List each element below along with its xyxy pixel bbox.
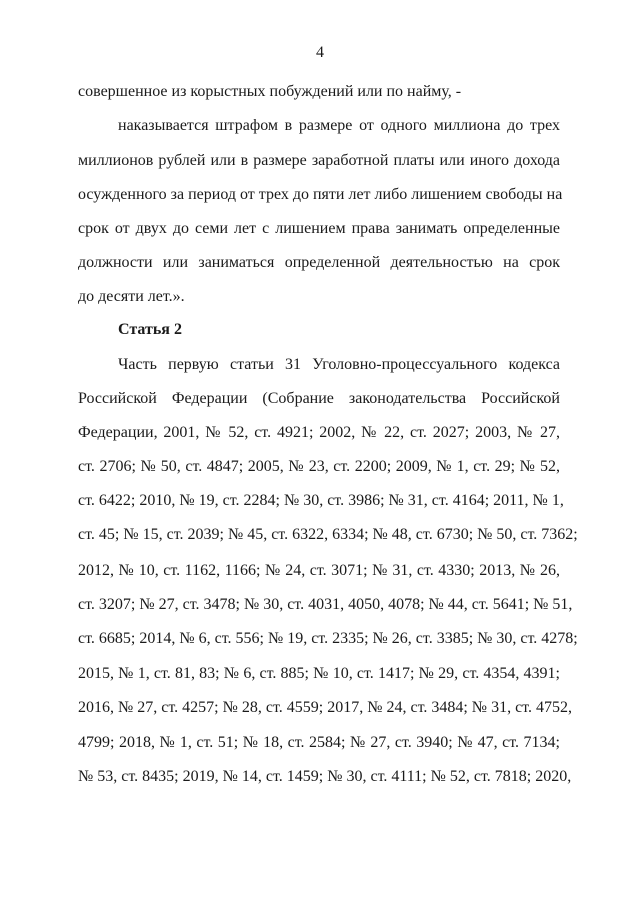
paragraph-line: до десяти лет.». <box>78 288 185 305</box>
paragraph-line: наказывается штрафом в размере от одного миллиона до трех <box>118 117 560 134</box>
page-number: 4 <box>316 44 324 61</box>
paragraph-line: № 53, ст. 8435; 2019, № 14, ст. 1459; № 30, ст. 4111; № 52, ст. 7818; 2020, <box>78 768 572 785</box>
paragraph-line: Часть первую статьи 31 Уголовно-процессуального кодекса <box>118 356 560 373</box>
paragraph-line: Федерации, 2001, № 52, ст. 4921; 2002, № 22, ст. 2027; 2003, № 27, <box>78 424 560 441</box>
paragraph-line: совершенное из корыстных побуждений или по найму, - <box>78 83 462 100</box>
paragraph-line: 2012, № 10, ст. 1162, 1166; № 24, ст. 3071; № 31, ст. 4330; 2013, № 26, <box>78 562 560 579</box>
paragraph-line: осужденного за период от трех до пяти лет либо лишением свободы на <box>78 186 563 203</box>
paragraph-line: ст. 6685; 2014, № 6, ст. 556; № 19, ст. 2335; № 26, ст. 3385; № 30, ст. 4278; <box>78 630 578 647</box>
paragraph-line: миллионов рублей или в размере заработной платы или иного дохода <box>78 152 560 169</box>
paragraph-line: ст. 3207; № 27, ст. 3478; № 30, ст. 4031, 4050, 4078; № 44, ст. 5641; № 51, <box>78 596 573 613</box>
paragraph-line: ст. 2706; № 50, ст. 4847; 2005, № 23, ст. 2200; 2009, № 1, ст. 29; № 52, <box>78 458 560 475</box>
paragraph-line: 2016, № 27, ст. 4257; № 28, ст. 4559; 2017, № 24, ст. 3484; № 31, ст. 4752, <box>78 699 572 716</box>
paragraph-line: должности или заниматься определенной деятельностью на срок <box>78 254 560 271</box>
article-heading: Статья 2 <box>118 321 182 338</box>
paragraph-line: срок от двух до семи лет с лишением права занимать определенные <box>78 220 560 237</box>
paragraph-line: Российской Федерации (Собрание законодательства Российской <box>78 390 560 407</box>
paragraph-line: 2015, № 1, ст. 81, 83; № 6, ст. 885; № 10, ст. 1417; № 29, ст. 4354, 4391; <box>78 665 560 682</box>
paragraph-line: ст. 45; № 15, ст. 2039; № 45, ст. 6322, 6334; № 48, ст. 6730; № 50, ст. 7362; <box>78 526 578 543</box>
paragraph-line: ст. 6422; 2010, № 19, ст. 2284; № 30, ст. 3986; № 31, ст. 4164; 2011, № 1, <box>78 492 564 509</box>
paragraph-line: 4799; 2018, № 1, ст. 51; № 18, ст. 2584; № 27, ст. 3940; № 47, ст. 7134; <box>78 734 560 751</box>
